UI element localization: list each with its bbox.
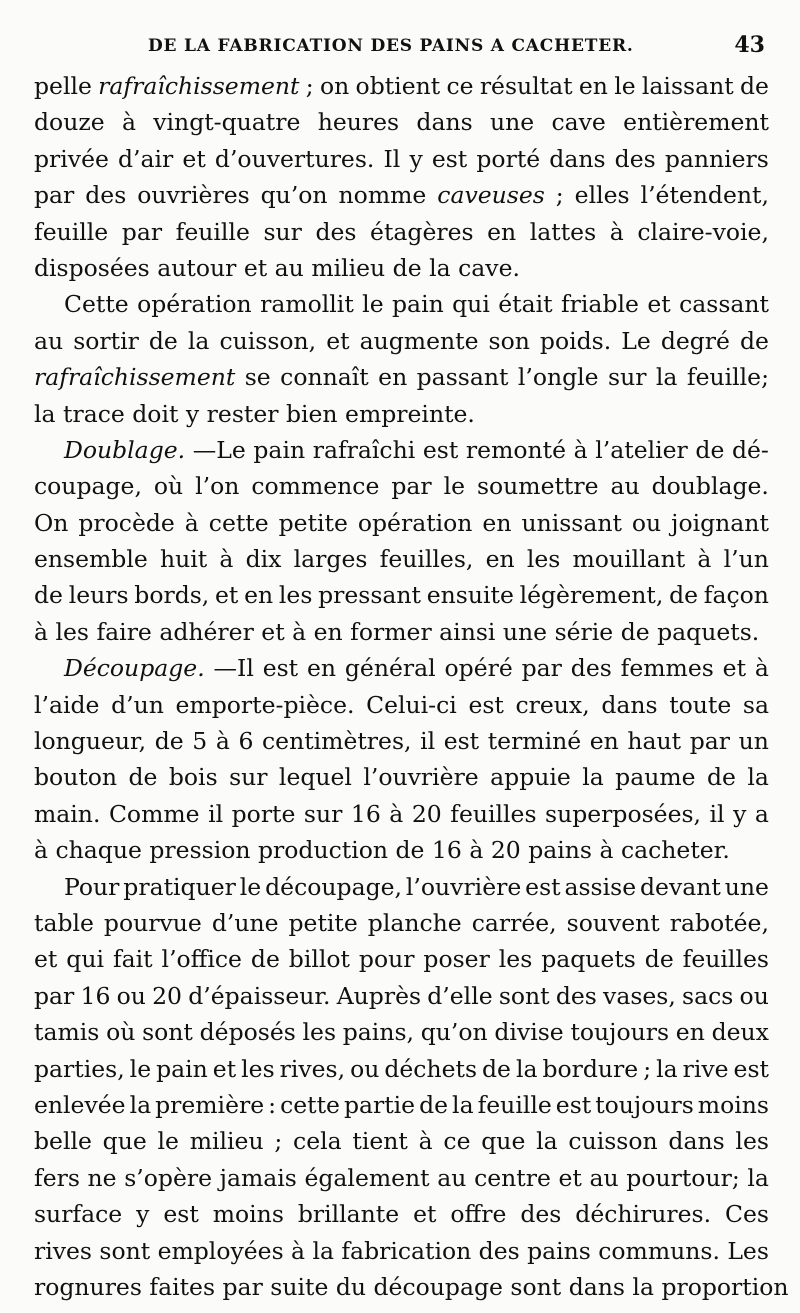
text-line: main. Comme il porte sur 16 à 20 feuilles superposées, il y a xyxy=(34,799,769,828)
text-line: de leurs bords, et en les pressant ensuite légèrement, de façon xyxy=(34,581,769,610)
text-line: enlevée la première : cette partie de la feuille est toujours moins xyxy=(34,1090,769,1119)
text-line: par 16 ou 20 d’épaisseur. Auprès d’elle sont des vases, sacs ou xyxy=(34,981,769,1010)
text-line: à chaque pression production de 16 à 20 pains à cacheter. xyxy=(34,836,730,865)
text-line: tamis où sont déposés les pains, qu’on divise toujours en deux xyxy=(34,1018,769,1047)
text-line: longueur, de 5 à 6 centimètres, il est terminé en haut par un xyxy=(34,727,769,756)
body-text xyxy=(34,68,789,1305)
text-line: Cette opération ramollit le pain qui était friable et cassant xyxy=(64,290,769,319)
text-line: privée d’air et d’ouvertures. Il y est porté dans des panniers xyxy=(34,144,769,173)
text-line: parties, le pain et les rives, ou déchets de la bordure ; la rive est xyxy=(34,1054,769,1083)
text-line: On procède à cette petite opération en unissant ou joignant xyxy=(34,508,769,537)
text-line: rives sont employées à la fabrication des pains communs. Les xyxy=(34,1236,769,1265)
text-line: disposées autour et au milieu de la cave. xyxy=(34,253,520,282)
text-line: fers ne s’opère jamais également au centre et au pourtour; la xyxy=(34,1163,769,1192)
text-line: bouton de bois sur lequel l’ouvrière appuie la paume de la xyxy=(34,763,769,792)
text-line: table pourvue d’une petite planche carrée, souvent rabotée, xyxy=(34,908,769,937)
text-line: rognures faites par suite du découpage sont dans la proportion xyxy=(34,1272,789,1301)
text-line: par des ouvrières qu’on nomme caveuses ; elles l’étendent, xyxy=(34,181,769,210)
text-line: et qui fait l’office de billot pour poser les paquets de feuilles xyxy=(34,945,769,974)
text-line: pelle rafraîchissement ; on obtient ce résultat en le laissant de xyxy=(34,72,769,100)
text-line: la trace doit y rester bien empreinte. xyxy=(34,399,475,428)
running-title: DE LA FABRICATION DES PAINS A CACHETER. xyxy=(148,36,634,56)
text-line: au sortir de la cuisson, et augmente son poids. Le degré de xyxy=(34,326,769,355)
text-line: à les faire adhérer et à en former ainsi une série de paquets. xyxy=(34,617,760,646)
text-line: douze à vingt-quatre heures dans une cave entièrement xyxy=(34,108,769,137)
text-line: Pour pratiquer le découpage, l’ouvrière est assise devant une xyxy=(64,872,769,901)
text-line: belle que le milieu ; cela tient à ce que la cuisson dans les xyxy=(34,1127,769,1156)
text-line: Doublage. —Le pain rafraîchi est remonté à l’atelier de dé- xyxy=(64,435,769,464)
text-line: surface y est moins brillante et offre des déchirures. Ces xyxy=(34,1200,769,1229)
text-line: rafraîchissement se connaît en passant l’ongle sur la feuille; xyxy=(34,363,769,392)
text-line: ensemble huit à dix larges feuilles, en les mouillant à l’un xyxy=(34,545,769,574)
text-line: l’aide d’un emporte-pièce. Celui-ci est creux, dans toute sa xyxy=(34,690,769,719)
text-line: coupage, où l’on commence par le soumettre au doublage. xyxy=(34,472,769,501)
page-number: 43 xyxy=(734,32,765,58)
text-line: feuille par feuille sur des étagères en lattes à claire-voie, xyxy=(34,217,769,246)
page-header xyxy=(30,30,765,66)
text-line: Découpage. —Il est en général opéré par des femmes et à xyxy=(64,654,769,683)
